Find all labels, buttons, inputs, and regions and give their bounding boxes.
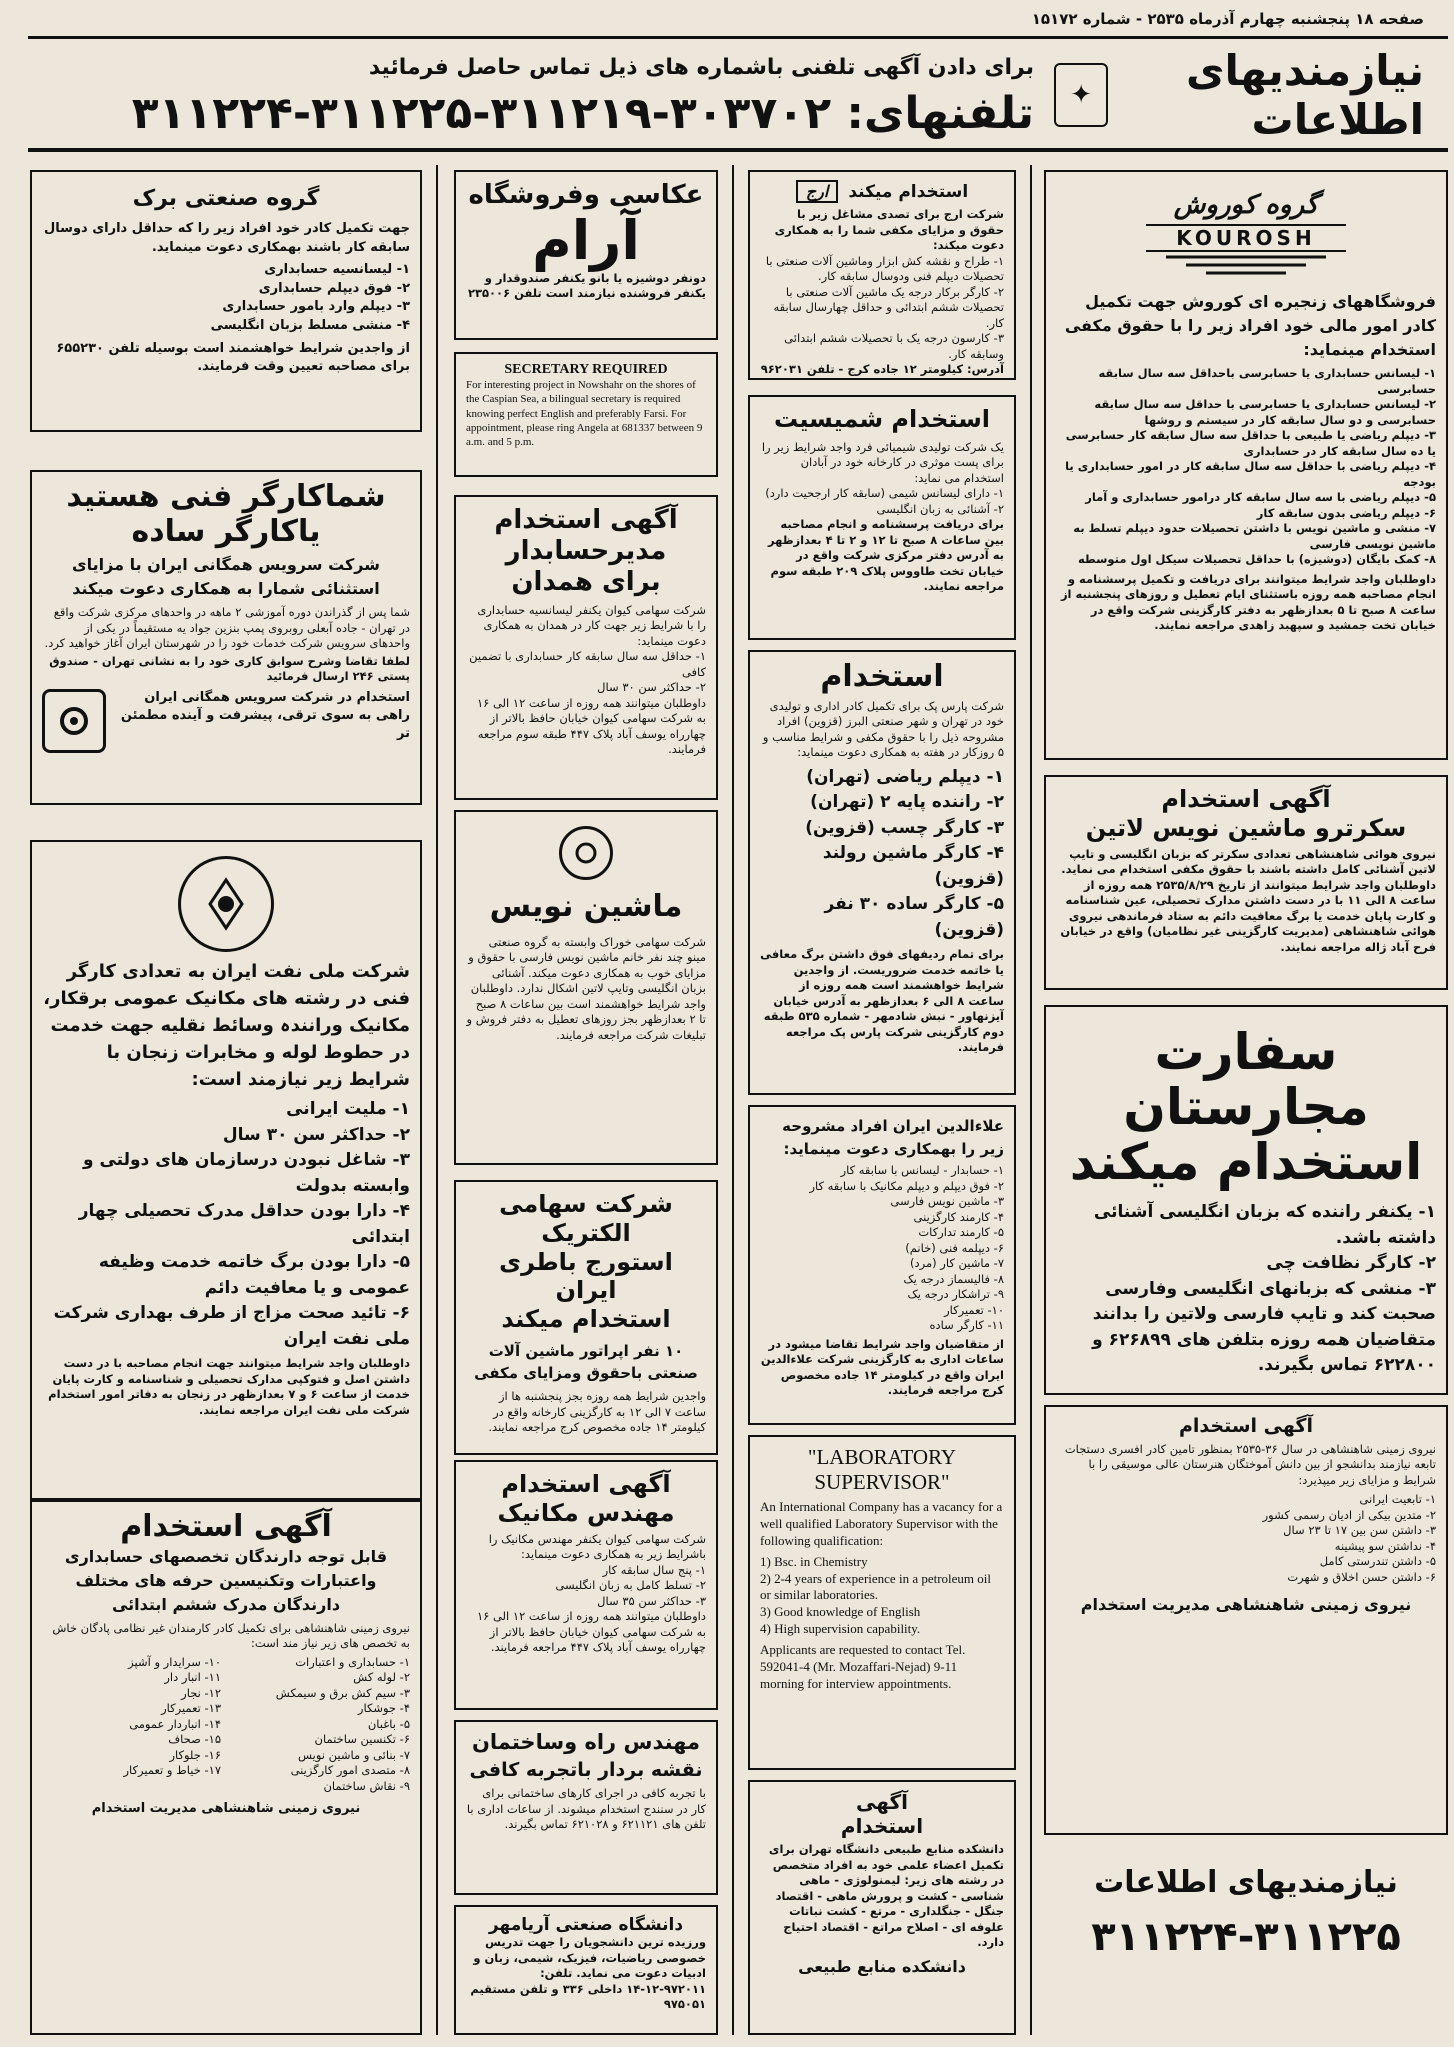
mechanic-body: شرکت سهامی کیوان یکنفر مهندس مکانیک را باشرایط زیر به همکاری دعوت مینماید: [488,1531,706,1562]
hamgani-title1: شماکارگر فنی هستید [66,479,386,514]
aram-title2: آرام [532,209,640,273]
navy1-footer: نیروی زمینی شاهنشاهی مدیریت استخدام [91,1801,361,1817]
hamgani-title2: یاکارگر ساده [131,513,321,549]
road-body: با تجربه کافی در اجرای کارهای ساختمانی برای کار در سنندج استخدام میشوند. از ساعات اداری با تلفن های ۶۲۱۱۲۱ و ۶۲۱۰۲۸ تماس بگیرند. [466,1785,706,1832]
airforce-title2: سکرترو ماشین نویس لاتین [1085,813,1407,842]
ad-alaeddin [748,1105,1016,1425]
typist-title: ماشین نویس [489,889,683,924]
list-item: ۱۳- تعمیرکار [161,1701,221,1716]
hamgani-body2: لطفا تقاضا وشرح سوابق کاری خود را به نشانی تهران - صندوق پستی ۲۴۶ ارسال فرمائید [49,653,410,684]
ad-naft [30,840,422,1500]
university-title1: آگهی [856,1790,908,1814]
borak-intro: جهت تکمیل کادر خود افراد زیر را که حداقل دارای دوسال سابقه کار باشند بهمکاری دعوت مینماید. [44,221,410,255]
naft-intro: شرکت ملی نفت ایران به تعدادی کارگر فنی در رشته های مکانیک عمومی برقکار، مکانیک ورانندہ وسائط نقلیه جهت خدمت در حطوط لوله و مخابرات زنجان با شرایط زیر نیازمند است: [43,961,410,1090]
lab-footer: Applicants are requested to contact Tel. 592041-4 (Mr. Mozaffari-Nejad) 9-11 morning for interview appointments. [760,1642,966,1691]
list-item: ۴- نداشتن سو پیشینه [1334,1538,1436,1553]
navy2-list [1056,1492,1436,1585]
lab-list [760,1554,1004,1638]
list-item: ۸- متصدی امور کارگزینی [290,1763,410,1778]
shimi-footer: برای دریافت پرسشنامه و انجام مصاحبه بین ساعات ۸ صبح تا ۱۲ و ۲ تا ۴ بعدازظهر به آدرس دفتر مرکزی شرکت واقع در خیابان تخت طاووس پلاک ۲۰۹ طبقه سوم مراجعه نمایند. [767,517,1004,594]
list-item: ۱۷- خیاط و تعمیرکار [123,1763,221,1778]
masthead-emblem-icon: ✦ [1054,63,1108,127]
list-item: 3) Good knowledge of English [760,1604,921,1620]
arj-title: استخدام میکند [848,181,969,202]
navy1-intro: نیروی زمینی شاهنشاهی برای تکمیل کادر کارمندان غیر نظامی پادگان خاش به تخصص های زیر نیاز مند است: [52,1620,410,1651]
airforce-body: نیروی هوائی شاهنشاهی تعدادی سکرتر که بزبان انگلیسی و تایپ لاتین آشنائی کامل داشته باشند با حقوق مکفی استخدام می نماید. داوطلبان واجد شرایط میتوانند از تاریخ ۲۵۳۵/۸/۲۹ همه روزه از ساعت ۸ الی ۱۱ با در دست داشتن مدارک تحصیلی، عین شناسنامه و کارت پایان خدمت یا برگ معافیت دائم به ستاد فرماندهی نیروی هوائی شاهنشاهی (مدیریت کارگزینی غیر نظامیان) واقع در خیابان فرح آباد ژاله مراجعه نمایند. [1060,846,1436,954]
list-item: ۱- یکنفر راننده که بزبان انگلیسی آشنائی داشته باشد. [1093,1202,1436,1248]
list-item: ۶- داشتن حسن اخلاق و شهرت [1287,1569,1436,1584]
aryamehr-title: دانشگاه صنعتی آریامهر [488,1915,684,1935]
list-item: ۶- تائید صحت مزاج از طرف بهداری شرکت ملی نفت ایران [53,1303,410,1349]
list-item: ۴- کارگر ماشین رولند (قزوین) [822,843,1004,889]
list-item: ۱۲- نجار [181,1685,221,1700]
list-item: ۱- لیسانسیه حسابداری [264,261,410,277]
ad-secretary [454,352,718,477]
hamedan-title2: مدیرحسابدار [505,536,667,567]
ad-kourosh [1044,170,1448,760]
university-body: دانشکده منابع طبیعی دانشگاه تهران برای تکمیل اعضاء علمی خود به افراد متخصص در رشته های زیر: لیمنولوژی - ماهی شناسی - کشت و پرورش ماهی - اقتصاد جنگل - جنگلداری - مرتع - کشت نباتات علوفه ای - اصلاح مراتع - اقتصاد احتیاج دارد. [768,1842,1004,1950]
list-item: ۳- دیپلم ریاضی یا طبیعی با حداقل سه سال سابقه کار حسابرسی یا ده سال سابقه کار در حسابداری [1065,428,1436,458]
list-item: ۲- کارگر برکار درجه یک ماشین آلات صنعتی با تحصیلات ششم ابتدائی و حداقل چهارسال سابقه کار. [773,284,1004,330]
list-item: ۴- دارا بودن حداقل مدرک تحصیلی چهار ابتدائی [78,1201,410,1247]
list-item: ۱۵- صحاف [168,1732,221,1747]
kourosh-logo [1146,190,1346,282]
aram-body: دونفر دوشیزه یا بانو یکنفر صندوقدار و یکنفر فروشنده نیازمند است تلفن ۲۳۵۰۰۶ [467,270,706,301]
list-item: ۱- طراح و نقشه کش ابزار وماشین آلات صنعتی با تحصیلات دیپلم فنی ودوسال سابقه کار. [765,253,1004,284]
pars-footer: برای تمام ردیفهای فوق داشتن برگ معافی یا خاتمه خدمت ضروریست. از واجدین شرایط خواهشمند است همه روزه از ساعت ۸ الی ۶ بعدازظهر به آدرس خیابان آیزنهاور - نبش شادمهر - شماره ۵۳۵ طبقه دوم کارگزینی شرکت پارس پک مراجعه فرمایند. [760,947,1004,1055]
mechanic-footer: داوطلبان میتوانند همه روزه از ساعت ۱۲ الی ۱۶ به شرکت سهامی کیوان خیابان حافظ بالاتر از چهارراه یوسف آباد پلاک ۴۴۷ مراجعه فرمایند. [476,1609,706,1655]
hungary-title1: سفارت مجارستان [1123,1023,1369,1136]
secretary-title: SECRETARY REQUIRED [504,362,668,377]
list-item: ۸- فالیسماز درجه یک [903,1271,1004,1286]
naft-footer: داوطلبان واجد شرایط میتوانند جهت انجام مصاحبه با در دست داشتن اصل و فتوکپی مدارک تحصیلی و شناسنامه و کارت پایان خدمت از ساعت ۶ و ۷ بعدازظهر در زنجان به دفاتر امور استخدام شرکت ملی نفت ایران مراجعه نمایند. [48,1356,410,1417]
kourosh-intro: فروشگاههای زنجیره ای کوروش جهت تکمیل کادر امور مالی خود افراد زیر را با حقوق مکفی استخدام مینماید: [1064,292,1436,359]
list-item: ۵- کارگر ساده ۳۰ نفر (قزوین) [824,894,1004,940]
ad-aryamehr [454,1905,718,2035]
hamgani-subtitle: شرکت سرویس همگانی ایران با مزایای استثنائی شمارا به همکاری دعوت میکند [72,555,380,598]
list-item: ۶- تکنسین ساختمان [314,1732,410,1747]
ad-shimi [748,395,1016,640]
road-subtitle: نقشه بردار باتجربه کافی [469,1759,703,1782]
aram-title1: عکاسی وفروشگاه [468,180,704,210]
list-item: ۱۱- کارگر ساده [929,1318,1004,1333]
battery-title2: استورج باطری ایران [499,1247,673,1305]
list-item: ۱- تابعیت ایرانی [1359,1492,1436,1507]
hamgani-body: شما پس از گذراندن دوره آموزشی ۲ ماهه در واحدهای مرکزی شرکت واقع در تهران - جاده آبعلی روبروی پمپ بنزین جواد یه مستقیماً در یکی از واحدهای سرویس شرکت خدمات خود را در شهرستان ایران آغاز خواهید کرد. [44,605,410,651]
header-phones: تلفنهای: ۳۰۳۷۰۲-۳۱۱۲۱۹-۳۱۱۲۲۵-۳۱۱۲۲۴ [131,88,1034,139]
airforce-title1: آگهی استخدام [1161,785,1331,813]
kourosh-footer: داوطلبان واجد شرایط میتوانند برای دریافت و تکمیل پرسشنامه و انجام مصاحبه همه روزه باستثنای ایام تعطیل و روزهای پنجشنبه از ساعت ۸ صبح تا ۵ بعدازظهر به دفتر کارگزینی شرکت واقع در خیابان تخت جمشید و سپهبد زاهدی مراجعه نمایند. [1060,571,1436,633]
list-item: ۸- کمک بایگان (دوشیزه) با حداقل تحصیلات سیکل اول متوسطه [1077,552,1436,567]
list-item: ۳- کارگر چسب (قزوین) [805,817,1004,838]
minoo-logo-icon [559,826,613,880]
hungary-title2: استخدام میکند [1069,1133,1423,1191]
masthead [1054,46,1424,144]
ad-hamgani [30,470,422,805]
alaeddin-title: علاءالدین ایران افراد مشروحه زیر را بهمکاری دعوت مینماید: [782,1117,1004,1158]
ad-hungary [1044,1005,1448,1395]
list-item: ۹- نقاش ساختمان [323,1778,410,1793]
list-item: ۳- حداکثر سن ۳۵ سال [597,1593,706,1608]
list-item: ۹- تراشکار درجه یک [907,1287,1004,1302]
list-item: ۱۴- انباردار عمومی [129,1716,221,1731]
footer-phones: ۳۱۱۲۲۴-۳۱۱۲۲۵ [1091,1914,1401,1960]
list-item: ۱- دیپلم ریاضی (تهران) [806,766,1004,787]
list-item: ۴- منشی مسلط بزبان انگلیسی [210,318,410,334]
list-item: ۴- دیپلم ریاضی با حداقل سه سال سابقه کار در امور حسابداری یا بودجه [1065,459,1436,489]
mechanic-title1: آگهی استخدام [501,1470,671,1498]
arj-footer: آدرس: کیلومتر ۱۲ جاده کرج - تلفن ۹۶۲۰۳۱ [760,362,1004,377]
battery-title1: شرکت سهامی الکتریک [499,1190,673,1247]
kourosh-logo-fa: گروه کوروش [1173,190,1319,220]
list-item: ۴- کارمند کارگزینی [913,1209,1004,1224]
list-item: ۱- ملیت ایرانی [286,1099,410,1119]
pars-list [760,765,1004,944]
list-item: ۳- ماشین نویس فارسی [890,1194,1004,1209]
list-item: ۲- حداکثر سن ۳۰ سال [597,680,706,695]
list-item: ۱- لیسانس حسابداری یا حسابرسی باحداقل سه سال سابقه حسابرسی [1098,366,1436,396]
borak-title: گروه صنعتی برک [132,186,320,211]
list-item: ۲- حداکثر سن ۳۰ سال [222,1124,410,1145]
column-rule-1 [436,165,438,2035]
list-item: ۱۰- تعمیرکار [944,1302,1004,1317]
ad-pars [748,650,1016,1095]
hamedan-footer: داوطلبان میتوانند همه روزه از ساعت ۱۲ الی ۱۶ به شرکت سهامی کیوان خیابان حافظ بالاتر از چهارراه یوسف آباد پلاک ۴۴۷ طبقه سوم مراجعه فرمایند. [476,695,706,757]
ad-aram [454,170,718,340]
footer-title: نیازمندیهای اطلاعات [1094,1865,1398,1900]
navy2-body: نیروی زمینی شاهنشاهی در سال ۳۶-۲۵۳۵ بمنظور تامین کادر افسری دستجات تابعه نیازمند بدانشجو از بین دانش آموختگان هنرستان عالی موسیقی را با شرایط و مزایای زیر میپذیرد: [1064,1441,1436,1487]
navy2-title: آگهی استخدام [1178,1415,1313,1437]
list-item: ۱- حسابداری و اعتبارات [295,1654,410,1669]
lab-intro: An International Company has a vacancy for a well qualified Laboratory Supervisor with the following qualification: [760,1499,1003,1548]
list-item: ۵- کارمند تدارکات [918,1225,1004,1240]
mechanic-title2: مهندس مکانیک [497,1498,675,1527]
list-item: ۲- لیسانس حسابداری یا حسابرسی با حداقل سه سال سابقه حسابرسی و دو سال سابقه کار در سیستم و روشها [1094,397,1436,427]
list-item: ۲- فوق دیپلم و دیپلم مکانیک با سابقه کار [809,1178,1004,1193]
masthead-title: نیازمندیهای اطلاعات [1185,46,1424,144]
hamedan-list [466,649,706,696]
list-item: ۲- آشنائی به زبان انگلیسی [876,501,1004,516]
hungary-footer: متقاضیان همه روزه بتلفن های ۶۲۶۸۹۹ و ۶۲۲۸۰۰ تماس بگیرند. [1092,1329,1436,1375]
list-item: ۴- جوشکار [357,1701,410,1716]
list-item: ۱- دارای لیسانس شیمی (سابقه کار ارجحیت دارد) [765,486,1004,501]
list-item: ۲- کارگر نظافت چی [1266,1253,1436,1273]
navy1-title: آگهی استخدام [120,1509,332,1544]
list-item: ۱- حداقل سه سال سابقه کار حسابداری با تضمین کافی [469,649,706,679]
ad-mechanic [454,1460,718,1710]
footer-box [1044,1855,1448,2035]
list-item: ۳- سیم کش برق و سیمکش [275,1685,410,1700]
list-item: ۲- فوق دیپلم حسابداری [258,280,410,296]
ad-typist [454,810,718,1165]
hungary-list [1056,1200,1436,1328]
list-item: ۳- کارسون درجه یک با تحصیلات ششم ابتدائی وسابقه کار. [784,331,1004,361]
ad-borak [30,170,422,432]
list-item: ۳- داشتن سن بین ۱۷ تا ۲۳ سال [1283,1523,1436,1538]
typist-body: شرکت سهامی خوراک وابسته به گروه صنعتی مینو چند نفر خانم ماشین نویس فارسی با حقوق و مزایای خوب به همکاری دعوت میکند. آشنائی بزبان انگلیسی وتایپ لاتین اشکال ندارد. داوطلبان واجد شرایط خواهشمند است بین ساعات ۸ صبح تا ۲ بعدازظهر بجز روزهای تعطیل به دفتر فروش و تبلیغات شرکت مراجعه فرمایند. [466,934,706,1042]
hamgani-footer: استخدام در شرکت سرویس همگانی ایران راهی به سوی ترقی، پیشرفت و آینده مطمئن تر [120,689,410,741]
shimi-body: یک شرکت تولیدی شیمیائی فرد واجد شرایط زیر را برای پست موثری در کارخانه خود در آبادان استخدام می نماید: [761,439,1004,485]
aryamehr-body: ورزیده ترین دانشجویان را جهت تدریس خصوصی ریاضیات، فیزیک، شیمی، زبان و ادبیات دعوت می نماید. تلفن: ۹۷۲۰۱۱-۱۲-۱۴ داخلی ۳۳۶ و تلفن مستقیم ۹۷۵۰۵۱ [470,1935,706,2012]
kourosh-logo-en: KOUROSH [1146,224,1346,252]
nioc-logo-icon [178,856,274,952]
secretary-body: For interesting project in Nowshahr on the shores of the Caspian Sea, a bilingual secretary is required knowing perfect English and preferably Farsi. For appointment, please ring Angela at 681337 between 9 a.m. and 5 p.m. [466,379,703,449]
header-rule [28,148,1448,152]
list-item: ۱- حسابدار - لیسانس با سابقه کار [840,1163,1004,1177]
kourosh-lines-icon [1146,252,1346,278]
shimi-title: استخدام شمیسیت [773,405,991,433]
list-item: ۳- منشی که بزبانهای انگلیسی وفارسی صحبت کند و تایپ فارسی ولاتین را بدانند [1092,1278,1436,1324]
header-notice: برای دادن آگهی تلفنی باشماره های ذیل تماس حاصل فرمائید [368,55,1034,80]
ad-university [748,1780,1016,2035]
top-line: صفحه ۱۸ پنجشنبه چهارم آذرماه ۲۵۳۵ - شماره ۱۵۱۷۲ [1031,10,1424,28]
hamedan-title1: آگهی استخدام [494,505,678,535]
borak-list [42,261,410,336]
column-rule-3 [1030,165,1032,2035]
column-rule-2 [732,165,734,2035]
list-item: ۵- داشتن تندرستی کامل [1319,1554,1436,1569]
alaeddin-footer: از متقاضیان واجد شرایط تقاضا میشود در ساعات اداری به کارگزینی شرکت علاءالدین ایران واقع در کیلومتر ۱۴ جاده مخصوص کرج مراجعه فرمایند. [760,1336,1004,1398]
ad-lab [748,1435,1016,1770]
top-rule [28,36,1448,39]
university-title2: استخدام [840,1814,924,1838]
list-item: ۷- بنائی و ماشین نویس [297,1747,410,1762]
pars-title: استخدام [820,659,944,694]
list-item: ۶- دیپلم ریاضی بدون سابقه کار [1256,505,1436,520]
hamedan-body: شرکت سهامی کیوان یکنفر لیسانسیه حسابداری را با شرایط زیر جهت کار در همدان به همکاری دعوت مینماید: [477,602,706,648]
list-item: ۵- باغبان [367,1716,410,1731]
gear-logo-icon [42,689,106,753]
list-item: ۱۶- جلوکار [169,1747,221,1762]
ad-navy1 [30,1500,422,2035]
university-footer: دانشکده منابع طبیعی [798,1956,966,1976]
list-item: ۲- متدین بیکی از ادیان رسمی کشور [1262,1507,1436,1522]
ad-battery [454,1180,718,1455]
pars-body: شرکت پارس پک برای تکمیل کادر اداری و تولیدی خود در تهران و شهر صنعتی البرز (قزوین) افراد مشروحه ذیل را با حقوق مکفی و شرایط مناسب و ۵ روزکار در هفته به همکاری دعوت مینماید: [762,698,1004,760]
list-item: ۶- دیپلمه فنی (خانم) [905,1240,1004,1255]
list-item: ۱- پنج سال سابقه کار [602,1562,706,1577]
battery-body: واجدین شرایط همه روزه بجز پنجشنبه ها از ساعت ۷ الی ۱۲ به کارگزینی کارخانه واقع در کیلومتر ۱۴ جاده مخصوص کرج مراجعه نمایند. [488,1388,706,1435]
list-item: ۵- دارا بودن برگ خاتمه خدمت وظیفه عمومی و یا معافیت دائم [98,1252,410,1298]
navy1-list [42,1655,410,1795]
list-item: ۲- تسلط کامل به زبان انگلیسی [555,1578,706,1593]
lab-title2: SUPERVISOR" [814,1470,950,1494]
list-item: ۳- دیپلم وارد بامور حسابداری [222,299,410,315]
list-item: ۳- شاغل نبودن درسازمان های دولتی و وابسته بدولت [82,1150,410,1196]
ad-airforce [1044,775,1448,990]
list-item: 4) High supervision capability. [760,1621,921,1637]
list-item: ۲- لوله کش [353,1670,410,1685]
navy2-footer: نیروی زمینی شاهنشاهی مدیریت استخدام [1080,1595,1412,1615]
ad-navy2 [1044,1405,1448,1835]
list-item: ۷- ماشین کار (مرد) [910,1256,1004,1271]
list-item: ۱۱- انبار دار [164,1670,221,1685]
list-item: ۷- منشی و ماشین نویس با داشتن تحصیلات حدود دیپلم تسلط به ماشین نویسی فارسی [1073,521,1436,551]
shimi-list [760,486,1004,517]
arj-list [760,254,1004,363]
list-item: 1) Bsc. in Chemistry [760,1553,868,1569]
list-item: 2) 2-4 years of experience in a petroleum oil or similar laboratories. [760,1570,992,1603]
hamedan-title3: برای همدان [511,567,661,598]
ad-road [454,1720,718,1895]
list-item: ۵- دیپلم ریاضی با سه سال سابقه کار درامور حسابداری و آمار [1085,490,1436,505]
list-item: ۲- راننده پایه ۲ (تهران) [810,792,1004,813]
ad-hamedan [454,495,718,800]
kourosh-list [1056,366,1436,568]
ad-arj [748,170,1016,380]
battery-subtitle: ۱۰ نفر اپراتور ماشین آلات صنعتی باحقوق ومزایای مکفی [474,1341,698,1383]
lab-title1: "LABORATORY [807,1445,957,1469]
mechanic-list [466,1563,706,1610]
alaeddin-list [760,1163,1004,1334]
naft-list [42,1097,410,1352]
arj-body: شرکت ارج برای تصدی مشاغل زیر با حقوق و مزایای مکفی شما را به همکاری دعوت میکند: [774,207,1004,253]
battery-title3: استخدام میکند [501,1305,671,1334]
list-item: ۱۰- سرایدار و آشپز [128,1654,221,1669]
navy1-subtitle: قابل توجه دارندگان تخصصهای حسابداری واعتبارات وتکنیسین حرفه های مختلف دارندگان مدرک ششم ابتدائی [64,1546,388,1614]
road-title: مهندس راه وساختمان [471,1730,701,1754]
borak-footer: از واجدین شرایط خواهشمند است بوسیله تلفن ۶۵۵۲۳۰ برای مصاحبه تعیین وقت فرمایند. [56,341,410,375]
arj-logo: ارج [796,180,839,203]
